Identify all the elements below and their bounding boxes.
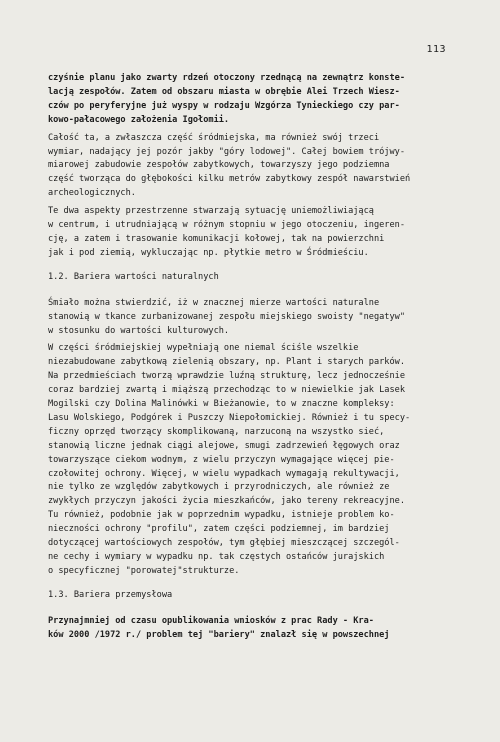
- paragraph-spatial-aspects: Te dwa aspekty przestrzenne stwarzają sytuację uniemożliwiającą w centrum, i utrudniającą w różnym stopniu w jego otoczeniu, ingeren- cję, a zatem i trasowanie komunikacji kołowej, tak na powierzchni jak i pod ziemią, wykluczając np. płytkie metro w Śródmieściu.: [48, 206, 405, 258]
- section-heading-industrial-barrier: 1.3. Bariera przemysłowa: [48, 589, 173, 600]
- paragraph-downtown-green: W części śródmiejskiej wypełniają one niemal ściśle wszelkie niezabudowane zabytkową zielenią obszary, np. Plant i starych parków. Na przedmieściach tworzą wprawdzie luźną strukturę, lecz jednocześnie coraz bardziej zwartą i miąższą przechodząc to w niewielkie jak Lasek Mogilski czy Dolina Malinówki w Bieżanowie, to w znaczne kompleksy: Lasu Wolskiego, Podgórek i Puszczy Niepołomickiej. Również i tu specy- ficzny oprzęd tworzący skomplikowaną, narzuconą na wszystko sieć, stanowią liczne jednak ciągi alejowe, smugi zadrzewień łęgowych oraz towarzyszące ciekom wodnym, z wielu przyczyn wymagające więcej pie- czołowitej ochrony. Więcej, w wielu wypadkach wymagają rekultywacji, nie tylko ze względów zabytkowych i przyrodniczych, ale również ze zwykłych przyczyn jakości życia mieszkańców, jako tereny rekreacyjne. Tu również, podobnie jak w poprzednim wypadku, istnieje problem ko- nieczności ochrony "profilu", zatem części podziemnej, im bardziej dotyczącej wartościowych zespołów, tym głębiej mieszczącej szczegól- ne cechy i wymiary w wypadku np. tak częstych ostańców jurajskich o specyficznej "porowatej"strukturze.: [48, 343, 411, 576]
- page-number: 113: [426, 44, 446, 55]
- paragraph-industrial-intro: Przynajmniej od czasu opublikowania wniosków z prac Rady - Kra- ków 2000 /1972 r./ problem tej "bariery" znalazł się w powszechnej: [48, 615, 390, 640]
- paragraph-third-dimension: Całość ta, a zwłaszcza część śródmiejska, ma również swój trzeci wymiar, nadający jej pozór jakby "góry lodowej". Całej bowiem trójwy- miarowej zabudowie zespołów zabytkowych, towarzyszy jego podziemna część tworząca do głębokości kilku metrów zabytkowy zespół nawarstwień archeologicznych.: [48, 132, 411, 199]
- paragraph-natural-negative: Śmiało można stwierdzić, iż w znacznej mierze wartości naturalne stanowią w tkance zurbanizowanej zespołu miejskiego swoisty "negatyw" w stosunku do wartości kulturowych.: [48, 297, 405, 336]
- section-heading-natural-values: 1.2. Bariera wartości naturalnych: [48, 271, 219, 282]
- paragraph-continuation: czyśnie planu jako zwarty rdzeń otoczony rzednącą na zewnątrz konste- lacją zespołów. Zatem od obszaru miasta w obrębie Alei Trzech Wiesz- czów po peryferyjne już wyspy w rodzaju Wzgórza Tynieckiego czy par- kowo-pałacowego założenia Igołomii.: [48, 73, 405, 125]
